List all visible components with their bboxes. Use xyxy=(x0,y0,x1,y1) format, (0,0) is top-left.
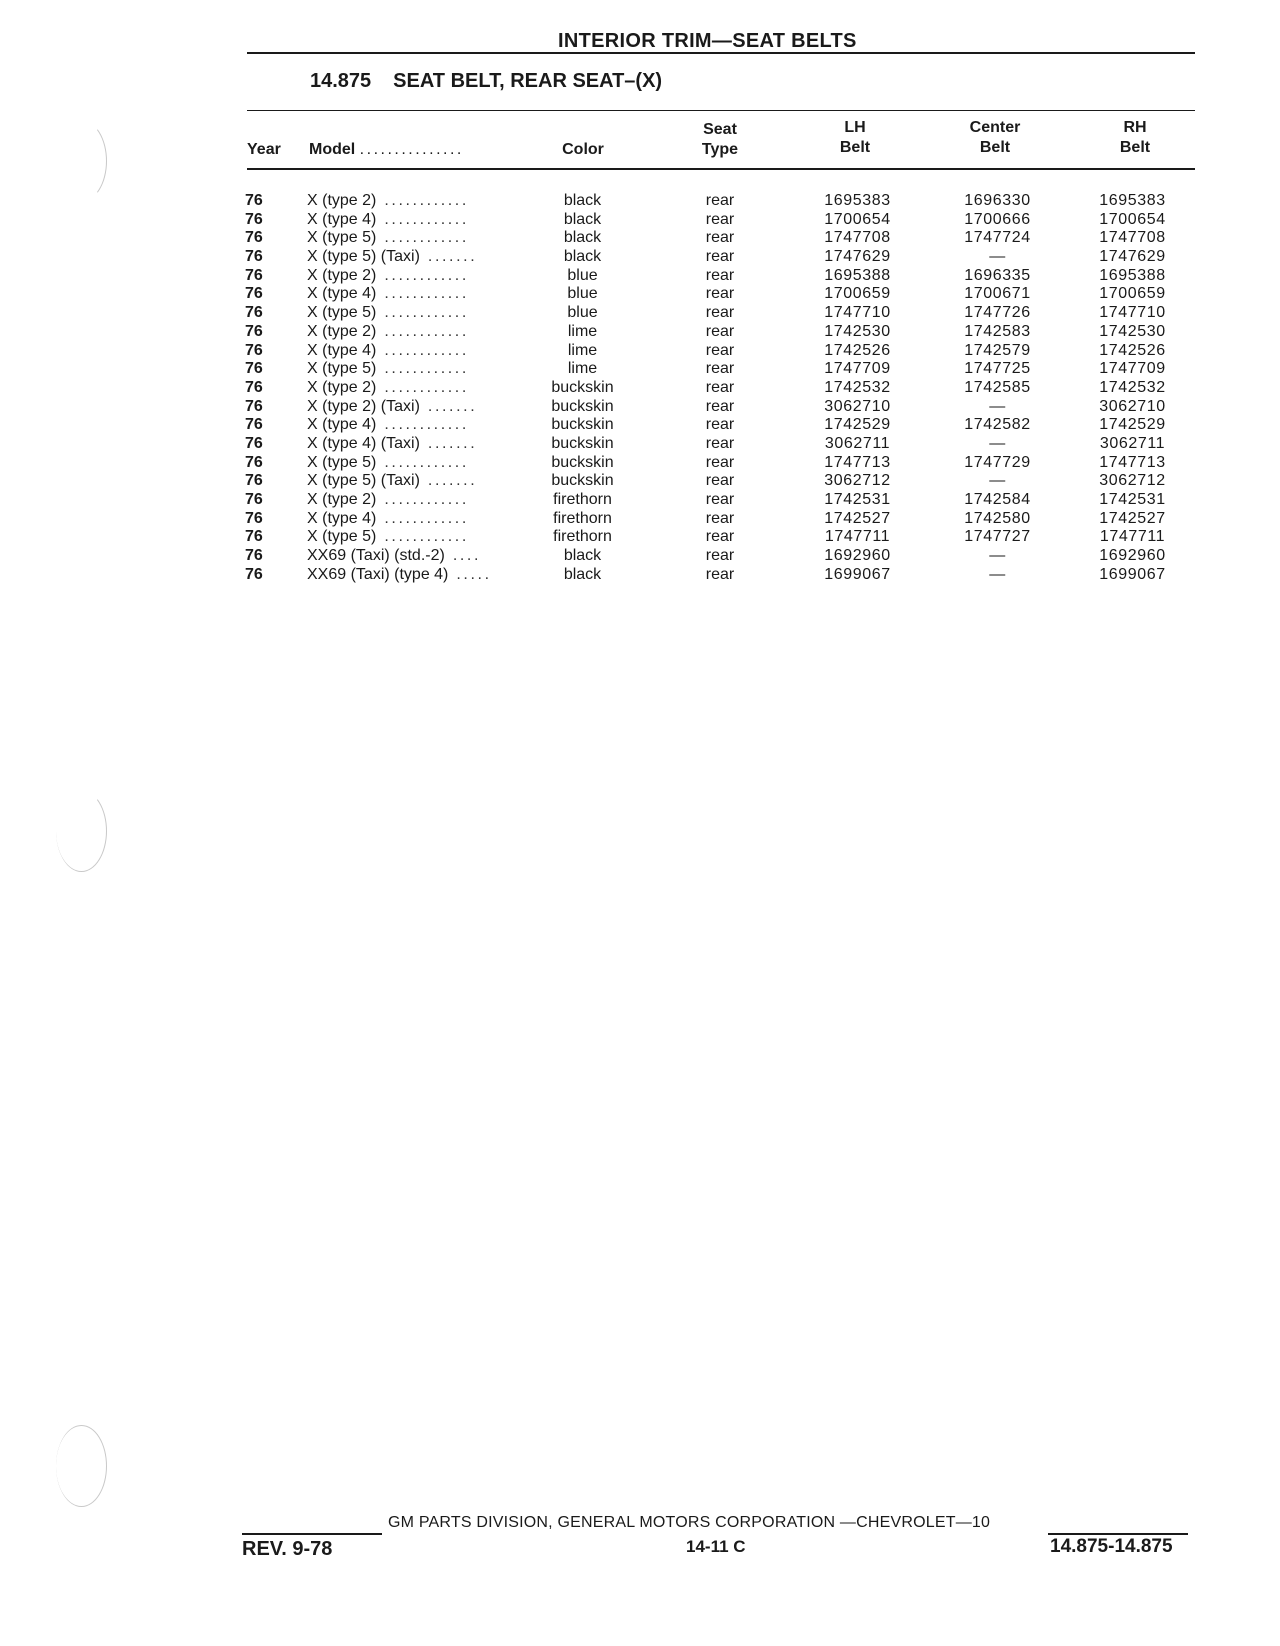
cell-year: 76 xyxy=(245,322,263,340)
cell-seat-type: rear xyxy=(705,472,735,490)
cell-color: firethorn xyxy=(553,491,612,508)
cell-model xyxy=(307,379,517,398)
top-rule xyxy=(247,52,1195,54)
cell-model-label: XX69 (Taxi) (type 4) xyxy=(307,565,449,583)
cell-year: 76 xyxy=(245,378,263,396)
footer-revision: REV. 9-78 xyxy=(242,1538,333,1560)
cell-rh-belt: 1700654 xyxy=(1099,210,1166,228)
cell-lh-belt: 1695388 xyxy=(824,266,891,284)
header-model xyxy=(309,140,464,160)
cell-year: 76 xyxy=(245,248,263,266)
cell-model-leader-dots: ....... xyxy=(427,434,478,452)
cell-lh-belt: 1747713 xyxy=(824,453,891,471)
cell-model xyxy=(307,547,517,566)
cell-model xyxy=(307,285,517,304)
cell-lh-belt: 1700654 xyxy=(824,210,891,228)
cell-model-label: XX69 (Taxi) (std.-2) xyxy=(307,547,445,565)
cell-model-leader-dots: ....... xyxy=(427,248,478,266)
cell-seat-type: rear xyxy=(705,360,735,378)
cell-year: 76 xyxy=(245,192,263,209)
cell-year: 76 xyxy=(245,397,263,415)
cell-model-leader-dots: ............ xyxy=(384,378,469,396)
cell-model xyxy=(307,510,517,529)
cell-color: black xyxy=(563,547,602,565)
cell-model xyxy=(307,342,517,361)
cell-color: firethorn xyxy=(553,509,612,527)
table-row xyxy=(0,510,1280,529)
header-year: Year xyxy=(247,141,281,158)
cell-seat-type: rear xyxy=(705,248,735,266)
cell-center-belt: 1747727 xyxy=(964,528,1031,546)
cell-model-label: X (type 2) xyxy=(307,378,377,396)
table-row xyxy=(0,229,1280,248)
cell-color: blue xyxy=(567,266,598,284)
cell-center-belt: 1742579 xyxy=(964,341,1031,359)
header-model-dots: ............... xyxy=(359,141,464,158)
cell-seat-type: rear xyxy=(705,304,735,322)
cell-seat-type: rear xyxy=(705,491,735,508)
cell-rh-belt: 1692960 xyxy=(1099,547,1166,565)
cell-seat-type: rear xyxy=(705,322,735,340)
cell-year: 76 xyxy=(245,434,263,452)
cell-model xyxy=(307,472,517,491)
cell-year: 76 xyxy=(245,453,263,471)
cell-center-belt: 1742580 xyxy=(964,509,1031,527)
cell-model-leader-dots: ............ xyxy=(384,322,469,340)
table-row xyxy=(0,323,1280,342)
footer-organization: GM PARTS DIVISION, GENERAL MOTORS CORPORATION —CHEVROLET—10 xyxy=(388,1514,991,1531)
header-rh-line1: RH xyxy=(1123,119,1147,136)
cell-lh-belt: 3062711 xyxy=(824,434,891,452)
cell-center-belt: — xyxy=(989,565,1006,583)
cell-model xyxy=(307,248,517,267)
cell-seat-type: rear xyxy=(705,192,735,209)
cell-color: lime xyxy=(567,360,598,378)
table-row xyxy=(0,211,1280,230)
table-row xyxy=(0,360,1280,379)
subsection-heading xyxy=(310,70,662,93)
cell-center-belt: 1700671 xyxy=(964,285,1031,303)
cell-year: 76 xyxy=(245,341,263,359)
table-row xyxy=(0,398,1280,417)
cell-color: buckskin xyxy=(551,472,614,490)
cell-color: blue xyxy=(567,285,598,303)
table-row xyxy=(0,416,1280,435)
cell-seat-type: rear xyxy=(705,341,735,359)
footer-rule-left xyxy=(242,1533,382,1535)
cell-center-belt: 1742585 xyxy=(964,378,1031,396)
cell-model xyxy=(307,454,517,473)
cell-model-leader-dots: ............ xyxy=(384,528,469,546)
cell-lh-belt: 1742529 xyxy=(824,416,891,434)
cell-year: 76 xyxy=(245,491,263,508)
cell-year: 76 xyxy=(245,565,263,583)
cell-rh-belt: 1747629 xyxy=(1099,248,1166,266)
cell-lh-belt: 1700659 xyxy=(824,285,891,303)
cell-center-belt: 1742583 xyxy=(964,322,1031,340)
cell-model xyxy=(307,360,517,379)
cell-year: 76 xyxy=(245,472,263,490)
cell-lh-belt: 1747709 xyxy=(824,360,891,378)
table-row xyxy=(0,342,1280,361)
cell-model-label: X (type 5) xyxy=(307,453,377,471)
table-row xyxy=(0,472,1280,491)
cell-model-label: X (type 5) xyxy=(307,304,377,322)
cell-center-belt: — xyxy=(989,434,1006,452)
table-row xyxy=(0,547,1280,566)
cell-seat-type: rear xyxy=(705,528,735,546)
cell-color: buckskin xyxy=(551,434,614,452)
table-row xyxy=(0,248,1280,267)
cell-model-leader-dots: ....... xyxy=(427,472,478,490)
table-header-bottom-rule xyxy=(247,168,1195,170)
table-row xyxy=(0,566,1280,585)
cell-rh-belt: 1700659 xyxy=(1099,285,1166,303)
cell-color: black xyxy=(563,565,602,583)
cell-model-label: X (type 5) xyxy=(307,229,377,247)
subsection-title: SEAT BELT, REAR SEAT–(X) xyxy=(393,70,663,92)
cell-rh-belt: 1695388 xyxy=(1099,266,1166,284)
header-model-label: Model xyxy=(309,141,356,158)
cell-model-label: X (type 5) xyxy=(307,528,377,546)
cell-model-label: X (type 2) xyxy=(307,322,377,340)
cell-color: blue xyxy=(567,304,598,322)
cell-seat-type: rear xyxy=(705,547,735,565)
cell-model-leader-dots: ............ xyxy=(384,453,469,471)
cell-model-leader-dots: ............ xyxy=(384,416,469,434)
cell-center-belt: 1747726 xyxy=(964,304,1031,322)
cell-model-label: X (type 2) xyxy=(307,491,377,508)
cell-color: black xyxy=(563,210,602,228)
cell-lh-belt: 1747708 xyxy=(824,229,891,247)
cell-lh-belt: 3062712 xyxy=(824,472,891,490)
cell-color: firethorn xyxy=(553,528,612,546)
cell-model xyxy=(307,192,517,211)
cell-lh-belt: 1742532 xyxy=(824,378,891,396)
cell-model xyxy=(307,491,517,510)
cell-year: 76 xyxy=(245,509,263,527)
cell-lh-belt: 1695383 xyxy=(824,192,891,209)
cell-color: buckskin xyxy=(551,378,614,396)
cell-seat-type: rear xyxy=(705,266,735,284)
cell-seat-type: rear xyxy=(705,397,735,415)
cell-rh-belt: 1742526 xyxy=(1099,341,1166,359)
cell-seat-type: rear xyxy=(705,416,735,434)
cell-lh-belt: 1742526 xyxy=(824,341,891,359)
cell-model-label: X (type 5) (Taxi) xyxy=(307,472,420,490)
table-row xyxy=(0,435,1280,454)
table-header-top-rule xyxy=(247,110,1195,111)
cell-rh-belt: 1747713 xyxy=(1099,453,1166,471)
cell-model-leader-dots: ............ xyxy=(384,509,469,527)
cell-model-leader-dots: ............ xyxy=(384,266,469,284)
cell-center-belt: — xyxy=(989,397,1006,415)
cell-model-leader-dots: ............ xyxy=(384,304,469,322)
cell-color: buckskin xyxy=(551,416,614,434)
cell-lh-belt: 1742531 xyxy=(824,491,891,508)
cell-center-belt: 1696335 xyxy=(964,266,1031,284)
cell-model-leader-dots: ....... xyxy=(427,397,478,415)
cell-center-belt: 1747724 xyxy=(964,229,1031,247)
binder-hole xyxy=(56,1425,107,1507)
header-seat-type-line2: Type xyxy=(701,141,739,158)
header-center-belt xyxy=(950,118,1040,158)
cell-model-label: X (type 5) (Taxi) xyxy=(307,248,420,266)
cell-lh-belt: 3062710 xyxy=(824,397,891,415)
cell-color: lime xyxy=(567,341,598,359)
cell-year: 76 xyxy=(245,304,263,322)
section-title: INTERIOR TRIM—SEAT BELTS xyxy=(558,30,857,52)
cell-model xyxy=(307,229,517,248)
cell-model xyxy=(307,304,517,323)
cell-seat-type: rear xyxy=(705,434,735,452)
cell-lh-belt: 1747629 xyxy=(824,248,891,266)
cell-rh-belt: 1742530 xyxy=(1099,322,1166,340)
cell-color: buckskin xyxy=(551,453,614,471)
cell-rh-belt: 1742532 xyxy=(1099,378,1166,396)
cell-year: 76 xyxy=(245,210,263,228)
cell-lh-belt: 1699067 xyxy=(824,565,891,583)
cell-seat-type: rear xyxy=(705,229,735,247)
binder-hole xyxy=(56,790,107,872)
header-rh-line2: Belt xyxy=(1119,139,1151,156)
cell-seat-type: rear xyxy=(705,453,735,471)
cell-seat-type: rear xyxy=(705,565,735,583)
cell-color: black xyxy=(563,192,602,209)
table-row xyxy=(0,304,1280,323)
header-lh-belt xyxy=(815,118,895,158)
header-seat-type-line1: Seat xyxy=(703,121,737,138)
cell-model xyxy=(307,566,517,585)
header-lh-line1: LH xyxy=(844,119,866,136)
cell-model xyxy=(307,267,517,286)
cell-year: 76 xyxy=(245,416,263,434)
cell-color: black xyxy=(563,229,602,247)
cell-model-leader-dots: ..... xyxy=(456,565,492,583)
cell-year: 76 xyxy=(245,360,263,378)
cell-model-label: X (type 4) xyxy=(307,210,377,228)
cell-center-belt: 1742584 xyxy=(964,491,1031,508)
cell-model-leader-dots: ............ xyxy=(384,341,469,359)
table-row xyxy=(0,192,1280,211)
cell-model xyxy=(307,211,517,230)
table-row xyxy=(0,454,1280,473)
cell-lh-belt: 1747710 xyxy=(824,304,891,322)
cell-rh-belt: 1747709 xyxy=(1099,360,1166,378)
cell-model-label: X (type 4) xyxy=(307,285,377,303)
binder-hole xyxy=(56,120,107,202)
cell-rh-belt: 1742529 xyxy=(1099,416,1166,434)
cell-model-label: X (type 2) xyxy=(307,266,377,284)
header-seat-type xyxy=(690,120,750,160)
cell-rh-belt: 3062711 xyxy=(1099,434,1166,452)
cell-model-leader-dots: ............ xyxy=(384,229,469,247)
cell-model-leader-dots: ............ xyxy=(384,491,469,508)
cell-model-leader-dots: ............ xyxy=(384,192,469,209)
header-center-line2: Belt xyxy=(979,139,1011,156)
header-rh-belt xyxy=(1095,118,1175,158)
cell-center-belt: 1700666 xyxy=(964,210,1031,228)
cell-rh-belt: 1695383 xyxy=(1099,192,1166,209)
cell-rh-belt: 1742527 xyxy=(1099,509,1166,527)
cell-model-label: X (type 4) xyxy=(307,416,377,434)
cell-center-belt: 1747725 xyxy=(964,360,1031,378)
subsection-number: 14.875 xyxy=(310,70,372,92)
footer-page-number: 14-11 C xyxy=(686,1537,746,1556)
cell-year: 76 xyxy=(245,266,263,284)
cell-center-belt: 1747729 xyxy=(964,453,1031,471)
cell-model xyxy=(307,323,517,342)
table-row xyxy=(0,285,1280,304)
cell-center-belt: 1742582 xyxy=(964,416,1031,434)
cell-lh-belt: 1692960 xyxy=(824,547,891,565)
cell-center-belt: 1696330 xyxy=(964,192,1031,209)
cell-model-label: X (type 2) xyxy=(307,192,377,209)
cell-model-leader-dots: ............ xyxy=(384,210,469,228)
cell-center-belt: — xyxy=(989,472,1006,490)
table-row xyxy=(0,491,1280,510)
cell-model-label: X (type 4) (Taxi) xyxy=(307,434,420,452)
cell-center-belt: — xyxy=(989,248,1006,266)
cell-seat-type: rear xyxy=(705,285,735,303)
header-center-line1: Center xyxy=(969,119,1021,136)
cell-center-belt: — xyxy=(989,547,1006,565)
cell-rh-belt: 1747708 xyxy=(1099,229,1166,247)
cell-model-leader-dots: ............ xyxy=(384,285,469,303)
cell-lh-belt: 1742527 xyxy=(824,509,891,527)
footer-section-range: 14.875-14.875 xyxy=(1050,1536,1173,1557)
cell-model xyxy=(307,435,517,454)
cell-model-label: X (type 4) xyxy=(307,509,377,527)
header-lh-line2: Belt xyxy=(839,139,871,156)
footer-rule-right xyxy=(1048,1533,1188,1535)
cell-seat-type: rear xyxy=(705,210,735,228)
cell-year: 76 xyxy=(245,229,263,247)
cell-model-leader-dots: .... xyxy=(452,547,481,565)
cell-color: lime xyxy=(567,322,598,340)
cell-rh-belt: 3062710 xyxy=(1099,397,1166,415)
cell-rh-belt: 1742531 xyxy=(1099,491,1166,508)
cell-lh-belt: 1742530 xyxy=(824,322,891,340)
table-row xyxy=(0,528,1280,547)
table-row xyxy=(0,267,1280,286)
cell-rh-belt: 3062712 xyxy=(1099,472,1166,490)
cell-model xyxy=(307,416,517,435)
table-row xyxy=(0,379,1280,398)
cell-model-leader-dots: ............ xyxy=(384,360,469,378)
cell-model-label: X (type 2) (Taxi) xyxy=(307,397,420,415)
cell-year: 76 xyxy=(245,528,263,546)
cell-year: 76 xyxy=(245,547,263,565)
cell-color: buckskin xyxy=(551,397,614,415)
header-color: Color xyxy=(562,141,604,158)
cell-year: 76 xyxy=(245,285,263,303)
cell-color: black xyxy=(563,248,602,266)
cell-model xyxy=(307,398,517,417)
cell-seat-type: rear xyxy=(705,509,735,527)
cell-model-label: X (type 5) xyxy=(307,360,377,378)
cell-model xyxy=(307,528,517,547)
cell-seat-type: rear xyxy=(705,378,735,396)
parts-table-body xyxy=(0,192,1280,584)
cell-lh-belt: 1747711 xyxy=(824,528,891,546)
cell-model-label: X (type 4) xyxy=(307,341,377,359)
cell-rh-belt: 1747711 xyxy=(1099,528,1166,546)
cell-rh-belt: 1699067 xyxy=(1099,565,1166,583)
cell-rh-belt: 1747710 xyxy=(1099,304,1166,322)
